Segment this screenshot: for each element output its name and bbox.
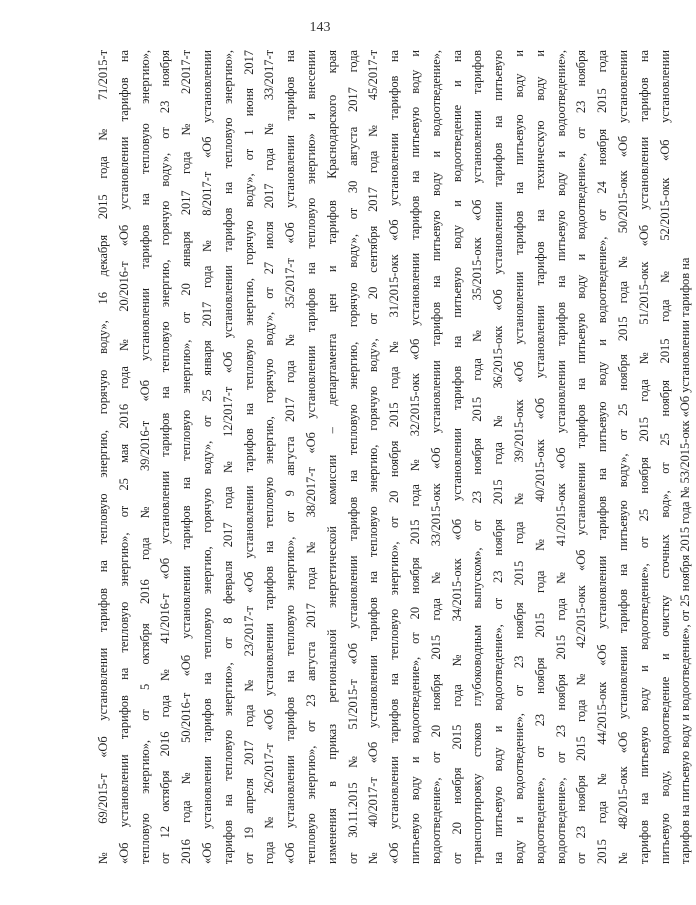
text-line: на питьевую воду и водоотведение», от 23 ноября 2015 года № 36/2015-окк «Об установлении тарифов на питьевую (491, 50, 506, 864)
text-line: 2015 года № 44/2015-окк «Об установлении тарифов на питьевую воду и водоотведение», от 24 ноября 2015 года (595, 50, 610, 864)
text-line: от 19 апреля 2017 года № 23/2017-т «Об установлении тарифов на тепловую энергию, горячую воду», от 1 июня 2017 (241, 50, 256, 864)
text-line: «Об установлении тарифов на тепловую энергию», от 25 мая 2016 года № 20/2016-т «Об установлении тарифов на (116, 50, 131, 864)
text-line: от 23 ноября 2015 года № 42/2015-окк «Об установлении тарифов на питьевую воду и водоотведение», от 23 ноября (574, 50, 589, 864)
text-line: питьевую воду и водоотведение», от 20 ноября 2015 года № 32/2015-окк «Об установлении тарифов на питьевую воду и (407, 50, 422, 864)
text-line: тарифов на тепловую энергию», от 8 февраля 2017 года № 12/2017-т «Об установлении тарифов на тепловую энергию», (220, 50, 235, 864)
text-line: водоотведение», от 23 ноября 2015 года № 41/2015-окк «Об установлении тарифов на питьевую воду и водоотведение», (553, 50, 568, 864)
text-line: от 30.11.2015 № 51/2015-т «Об установлении тарифов на тепловую энергию, горячую воду», от 30 августа 2017 года (345, 50, 360, 864)
rotated-text-frame (93, 50, 693, 864)
body-text (93, 50, 693, 864)
text-line: питьевую воду, водоотведение и очистку сточных вод», от 25 ноября 2015 года № 52/2015-окк «Об установлении (657, 50, 672, 864)
text-line: тепловую энергию», от 23 августа 2017 года № 38/2017-т «Об установлении тарифов на тепловую энергию» и внесении (303, 50, 318, 864)
text-line: 2016 года № 50/2016-т «Об установлении тарифов на тепловую энергию», от 20 января 2017 года № 2/2017-т (179, 50, 194, 864)
text-line: «Об установлении тарифов на тепловую энергию», от 20 ноября 2015 года № 31/2015-окк «Об установлении тарифов на (387, 50, 402, 864)
text-line: воду и водоотведение», от 23 ноября 2015 года № 39/2015-окк «Об установлении тарифов на питьевую воду и (511, 50, 526, 864)
text-line: тарифов на питьевую воду и водоотведение», от 25 ноября 2015 года № 51/2015-окк «Об установлении тарифов на (636, 50, 651, 864)
text-line: «Об установлении тарифов на тепловую энергию», от 9 августа 2017 года № 35/2017-т «Об установлении тарифов на (283, 50, 298, 864)
text-line: водоотведение», от 23 ноября 2015 года № 40/2015-окк «Об установлении тарифов на техническую воду и (532, 50, 547, 864)
text-line: водоотведение», от 20 ноября 2015 года № 33/2015-окк «Об установлении тарифов на питьевую воду и водоотведение», (428, 50, 443, 864)
page-number: 143 (309, 20, 331, 35)
text-line: от 20 ноября 2015 года № 34/2015-окк «Об установлении тарифов на питьевую воду и водоотведение и на (449, 50, 464, 864)
text-line: «Об установлении тарифов на тепловую энергию, горячую воду», от 25 января 2017 года № 8/2017-т «Об установлении (199, 50, 214, 864)
text-line: от 12 октября 2016 года № 41/2016-т «Об установлении тарифов на тепловую энергию, горячую воду», от 23 ноября (158, 50, 173, 864)
text-line: транспортировку стоков глубоководным выпуском», от 23 ноября 2015 года № 35/2015-окк «Об установлении тарифов (470, 50, 485, 864)
text-line: № 40/2017-т «Об установлении тарифов на тепловую энергию, горячую воду», от 20 сентября 2017 года № 45/2017-т (366, 50, 381, 864)
text-line: изменения в приказ региональной энергетической комиссии – департамента цен и тарифов Краснодарского края (324, 50, 339, 864)
text-line: № 69/2015-т «Об установлении тарифов на тепловую энергию, горячую воду», 16 декабря 2015 года № 71/2015-т (96, 50, 110, 864)
text-line: тепловую энергию», от 5 октября 2016 года № 39/2016-т «Об установлении тарифов на тепловую энергию», (137, 50, 152, 864)
text-line: тарифов на питьевую воду и водоотведение», от 25 ноября 2015 года № 53/2015-окк «Об установлении тарифов на (678, 257, 693, 864)
text-line: № 48/2015-окк «Об установлении тарифов на питьевую воду», от 25 ноября 2015 года № 50/2015-окк «Об установлении (615, 50, 630, 864)
text-line: года № 26/2017-т «Об установлении тарифов на тепловую энергию, горячую воду», от 27 июля 2017 года № 33/2017-т (262, 50, 277, 864)
